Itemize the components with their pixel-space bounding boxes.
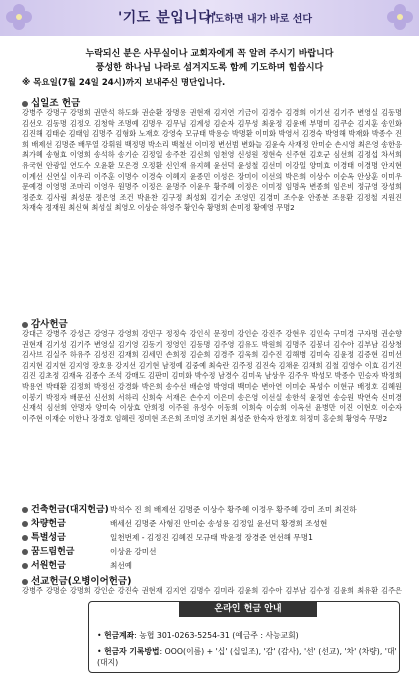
bullet-icon	[22, 535, 28, 541]
names-missions: 강병주 강명순 강명희 강인순 강진숙 권현재 김지연 김명수 김미라 김윤희 김수아 김부남 김수정 김윤희 최유환 김주은	[22, 586, 402, 595]
bullet-icon	[22, 579, 28, 585]
section-title-thanks: 감사헌금	[22, 316, 68, 330]
header-banner	[0, 0, 419, 36]
deadline-notice: ※ 목요일(7월 24일 24시)까지 보내주신 명단입니다.	[22, 78, 226, 88]
section-title-missions: 선교헌금(오병이어헌금)	[22, 573, 131, 587]
bullet-icon	[22, 101, 28, 107]
names-thanks: 강대근 강병주 강성근 강영구 강영희 강민구 정정숙 강인식 문정미 강인순 강진주 강현우 김인숙 구미경 구자명 권순향 권현재 김기성 김기주 변영실 김기영 김동기 정영인 김동명 김주영 김유도 박원희 김명주 김봉녀 김수아 김부남 김상청 김사브 김실주 하유주 김성진 김재희 김세민 손희정 김순희 김경주 김욱희 김수진 김해병 김미숙 김윤정 김증현 김미선 김지현 김지현 김지영 장호용 강지선 김기현 남정예 김중예 최숙란 김주정 김진숙 김채운 김채희 김철 김영수 이효 김기진 김진 김초정 김재옥 김종수 조석 강매도 김판미 김미화 박수정 남경수 김미욱 남상우 김주우 박성모 박종수 민승자 박정희 박용연 박태환 김정희 박정선 강경화 박은희 송수선 배순영 박영대 백미순 변아연 이미순 복성수 이현규 배정호 김혜원 이봉기 박정자 배문선 신선희 서하리 신희숙 서재은 손수지 이은미 송은영 이선실 송한석 윤정연 송승원 박연숙 신미경 신재석 심선희 안명자 양미숙 이상효 안희정 이주원 유성수 이동희 이희숙 이승희 이옥선 윤병만 이진 이현호 이순자 이주현 이재순 이한나 장경호 임혜린 정미현 조은희 조미영 조기현 최성준 한숙자 한정호 허정미 홍순희 황영숙 무명2	[22, 329, 402, 423]
header-subtitle: 기도하면 내가 바로 선다	[205, 14, 313, 25]
section-title-tithe: 십일조 헌금	[22, 95, 80, 109]
intro-line-1: 누락되신 분은 사무실이나 교회자에게 꼭 알려 주시기 바랍니다	[85, 49, 334, 59]
bullet-icon	[22, 549, 28, 555]
header-title: '기도 분입니다'	[118, 10, 218, 26]
names-tithe: 강병주 강명구 강명희 권만석 하도화 권순환 장명용 권현재 김지연 기금이 김경수 김경희 이기선 김기주 변영실 김동명 김선오 김동명 김정오 김청학 조명예 김명우 김무님 김계성 김순자 김무성 최윤정 김윤배 부명미 김쿠순 김지훈 송인화 김진해 김태순 김태임 김명주 김형화 노재호 강영숙 모규태 박용승 박명환 이미화 박영서 김경숙 박영해 박재화 박종수 진 희 배제선 김명준 배무열 강휘원 백정명 박소리 백철선 이미정 변선범 변화늘 김윤숙 사재정 안미순 손시영 최은영 송한응 최가혜 송형효 이영희 송석하 송기순 김정일 송주찬 김신희 임천영 신성원 정현숙 신주현 김호군 심선희 김정섭 차서희 유국현 안광일 연도수 오윤환 모은경 오정환 신인재 유지혜 윤선덕 윤성철 김선미 이강일 양미효 이경태 이경명 안지현 이계선 신연실 이우리 이주훈 이명수 이경숙 이혜지 윤종민 이성은 장미이 이선의 박은희 이상수 이순옥 안상훈 이미우 문예경 이영명 조마리 이영우 원명주 이정은 윤명주 이윤우 황주혜 이정은 이미정 임명옥 변종희 임은비 정규영 장성희 정준호 김사림 최성문 정은영 조건 박윤찬 김구정 최성회 김기순 조영민 김경미 조수윤 안종분 조용환 김정철 지원진 차재숙 정재원 최신혁 최성실 최영오 이상순 하영주 황인숙 황명희 손미정 황예영 무명2	[22, 108, 402, 213]
account-line: • 헌금계좌: 농협 301-0263-5254-31 (예금주 : 사능교회)	[97, 631, 299, 640]
row-vehicle: 차량헌금 배세선 김명준 사형진 안미순 송성용 김정일 윤선덕 황경희 조성현	[22, 516, 402, 529]
online-offering-box	[88, 601, 400, 673]
row-vow: 서원헌금 최선예	[22, 558, 402, 571]
bullet-icon	[22, 521, 28, 527]
method-line: • 헌금자 기록방법: OOO(이름) + '십' (십일조), '감' (감사), '선' (선교), '차' (차량), '대' (대지)	[97, 647, 397, 667]
flower-icon	[4, 2, 34, 32]
online-offering-title: 온라인 헌금 안내	[179, 601, 317, 617]
row-mission: 꿈드림헌금 이상윤 강미선	[22, 544, 402, 557]
row-special: 특별성금 일천번제 - 김정진 김혜진 모규태 박윤정 장경준 연선해 무명1	[22, 530, 402, 543]
bullet-icon	[22, 507, 28, 513]
flower-icon	[385, 2, 415, 32]
bullet-icon	[22, 322, 28, 328]
intro-line-2: 풍성한 하나님 나라로 섬겨지도록 함께 기도하며 힘씁시다	[95, 63, 324, 73]
bullet-icon	[22, 563, 28, 569]
row-building: 건축헌금(대지헌금)박석수 진 희 배제선 김명준 이상수 황주혜 이정우 황주혜 강미 조미 최진하	[22, 502, 402, 515]
